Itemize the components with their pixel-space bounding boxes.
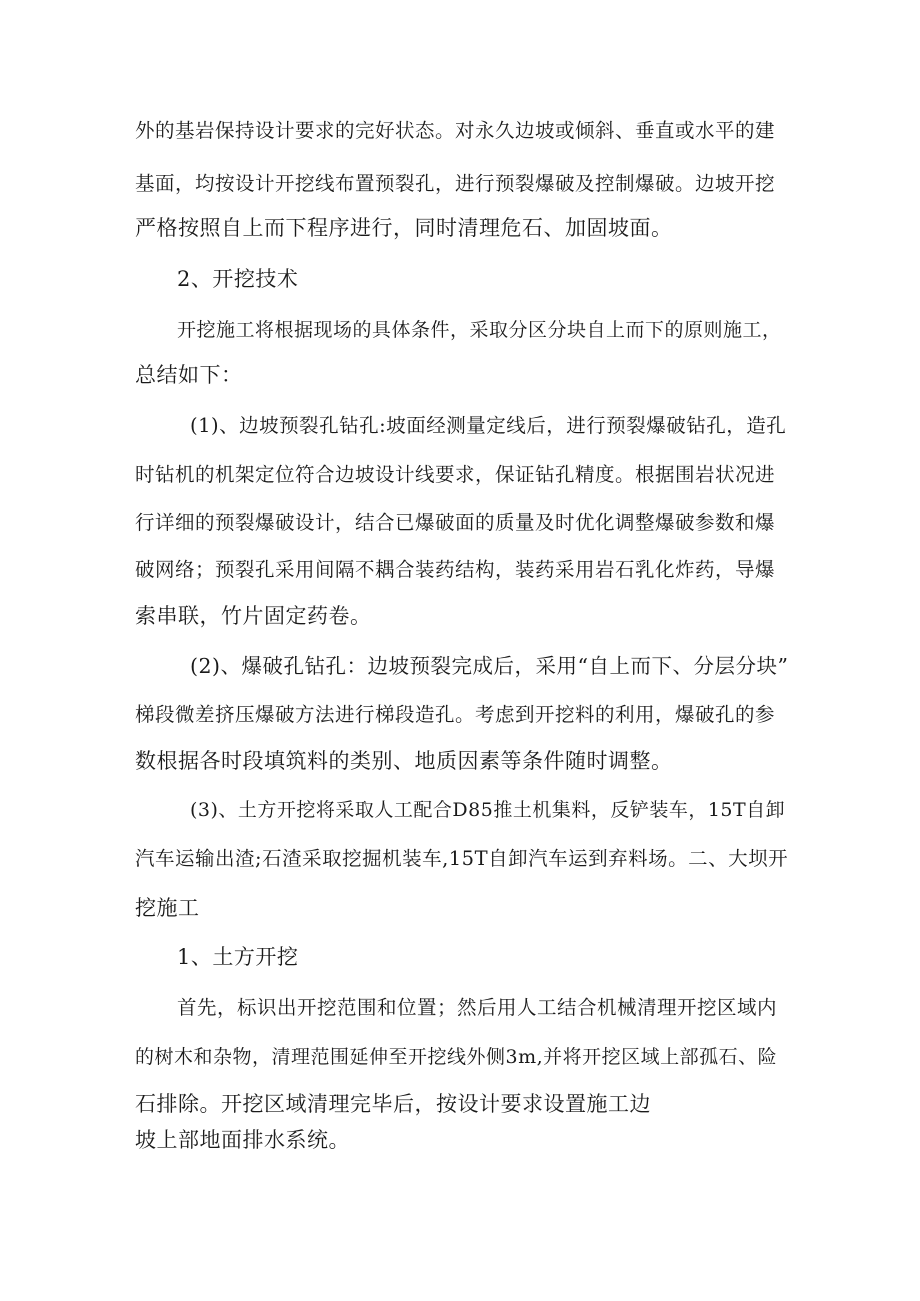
- text-line: (3)、土方开挖将采取人工配合D85推土机集料，反铲装车，15T自卸: [190, 799, 786, 821]
- text-line: 开挖施工将根据现场的具体条件，采取分区分块自上而下的原则施工，: [177, 319, 782, 341]
- text-line: 石排除。开挖区域清理完毕后，按设计要求设置施工边: [135, 1092, 651, 1116]
- text-line: (1)、边坡预裂孔钻孔:坡面经测量定线后，进行预裂爆破钻孔，造孔: [190, 414, 787, 437]
- text-line: 首先，标识出开挖范围和位置；然后用人工结合机械清理开挖区域内: [177, 996, 778, 1019]
- text-line: 行详细的预裂爆破设计，结合已爆破面的质量及时优化调整爆破参数和爆: [135, 511, 776, 534]
- text-line: 的树木和杂物，清理范围延伸至开挖线外侧3m,并将开挖区域上部孤石、险: [135, 1046, 778, 1068]
- section-heading: 2、开挖技术: [177, 267, 299, 291]
- text-line: 数根据各时段填筑料的类别、地质因素等条件随时调整。: [135, 749, 673, 773]
- text-line: 挖施工: [135, 896, 200, 920]
- text-line: 梯段微差挤压爆破方法进行梯段造孔。考虑到开挖料的利用，爆破孔的参: [135, 703, 776, 726]
- text-line: 时钻机的机架定位符合边坡设计线要求，保证钻孔精度。根据围岩状况进: [135, 463, 776, 486]
- text-line: 外的基岩保持设计要求的完好状态。对永久边坡或倾斜、垂直或水平的建: [135, 119, 776, 142]
- text-line: 总结如下：: [135, 363, 243, 387]
- text-line: (2)、爆破孔钻孔：边坡预裂完成后，采用“自上而下、分层分块”: [190, 654, 789, 678]
- text-line: 索串联，竹片固定药卷。: [135, 604, 372, 628]
- text-line: 坡上部地面排水系统。: [135, 1128, 350, 1152]
- text-line: 基面，均按设计开挖线布置预裂孔，进行预裂爆破及控制爆破。边坡开挖: [135, 172, 776, 195]
- text-line: 严格按照自上而下程序进行，同时清理危石、加固坡面。: [135, 216, 673, 240]
- section-heading: 1、土方开挖: [177, 945, 299, 969]
- text-line: 汽车运输出渣;石渣采取挖掘机装车,15T自卸汽车运到弃料场。二、大坝开: [135, 847, 789, 870]
- text-line: 破网络；预裂孔采用间隔不耦合装药结构，装药采用岩石乳化炸药，导爆: [135, 558, 776, 581]
